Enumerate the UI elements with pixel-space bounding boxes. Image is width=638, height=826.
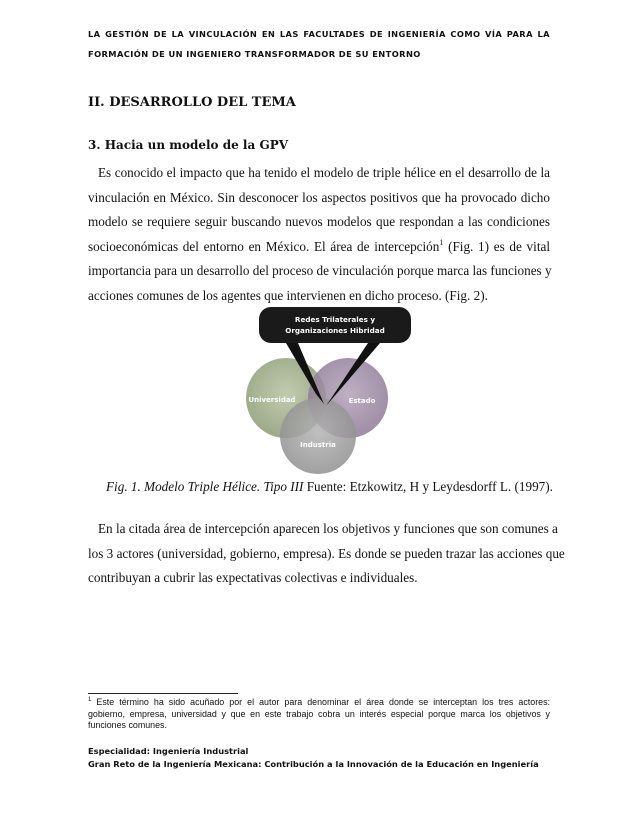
box-label-2: Organizaciones Hibridad (285, 326, 385, 335)
footnote-reference[interactable]: 1 (439, 237, 444, 247)
paragraph-1-line: Es conocido el impacto que ha tenido el modelo de triple hélice en el desarrollo de la (98, 165, 550, 180)
box-label-1: Redes Trilaterales y (294, 315, 376, 324)
footer-line-2: Gran Reto de la Ingeniería Mexicana: Contribución a la Innovación de la Educación en Ingeniería (88, 758, 539, 769)
footnote-line: gobierno, empresa, universidad y que en este trabajo cobra un interés especial porque marca los objetivos y (88, 708, 550, 719)
label-estado: Estado (348, 397, 376, 405)
footnote-line: funciones comunes. (88, 720, 167, 730)
paragraph-2-line: contribuyan a cubrir las expectativas colectivas e individuales. (88, 570, 418, 585)
subsection-title: 3. Hacia un modelo de la GPV (88, 138, 289, 152)
paragraph-1-line: vinculación en México. Sin desconocer los aspectos positivos que ha provocado dicho (88, 189, 550, 205)
paragraph-2-line: los 3 actores (universidad, gobierno, empresa). Es donde se pueden trazar las acciones que (88, 545, 565, 561)
paragraph-1 (88, 161, 550, 308)
paragraph-1-text: socioeconómicas del entorno en México. El área de intercepción (88, 238, 440, 254)
label-industria: Industria (300, 441, 336, 449)
figure-caption (106, 479, 553, 495)
footnote-line (88, 697, 550, 709)
running-header (88, 24, 550, 64)
paragraph-1-text: (Fig. 1) es de vital (443, 238, 550, 254)
header-box (259, 307, 411, 343)
footnote (88, 697, 550, 732)
caption-italic: Fig. 1. Modelo Triple Hélice. Tipo III (106, 479, 304, 494)
section-title: II. DESARROLLO DEL TEMA (88, 95, 296, 110)
paragraph-2-line: En la citada área de intercepción aparecen los objetivos y funciones que son comunes a (98, 521, 558, 536)
paragraph-1-line (88, 235, 550, 260)
paragraph-1-line: acciones comunes de los agentes que intervienen en dicho proceso. (Fig. 2). (88, 287, 488, 303)
footer-line-1: Especialidad: Ingeniería Industrial (88, 746, 249, 756)
paragraph-2 (88, 517, 565, 591)
running-footer (88, 745, 550, 770)
paragraph-1-line: importancia para un desarrollo del proceso de vinculación porque marca las funciones y (88, 263, 552, 278)
header-line-1: LA GESTIÓN DE LA VINCULACIÓN EN LAS FACULTADES DE INGENIERÍA COMO VÍA PARA LA (88, 29, 550, 39)
caption-source: Fuente: Etzkowitz, H y Leydesdorff L. (1997). (303, 479, 553, 494)
label-universidad: Universidad (248, 396, 296, 404)
footnote-number: 1 (88, 697, 92, 703)
triple-helix-figure (238, 302, 420, 474)
circle-industria (280, 398, 356, 474)
footnote-text: Este término ha sido acuñado por el autor para denominar el área donde se interceptan los tres actores: (91, 697, 550, 707)
footnote-separator (88, 693, 238, 694)
header-line-2: FORMACIÓN DE UN INGENIERO TRANSFORMADOR DE SU ENTORNO (88, 49, 421, 59)
paragraph-1-line: modelo se requiere seguir buscando nuevos modelos que respondan a las condiciones (88, 214, 550, 229)
